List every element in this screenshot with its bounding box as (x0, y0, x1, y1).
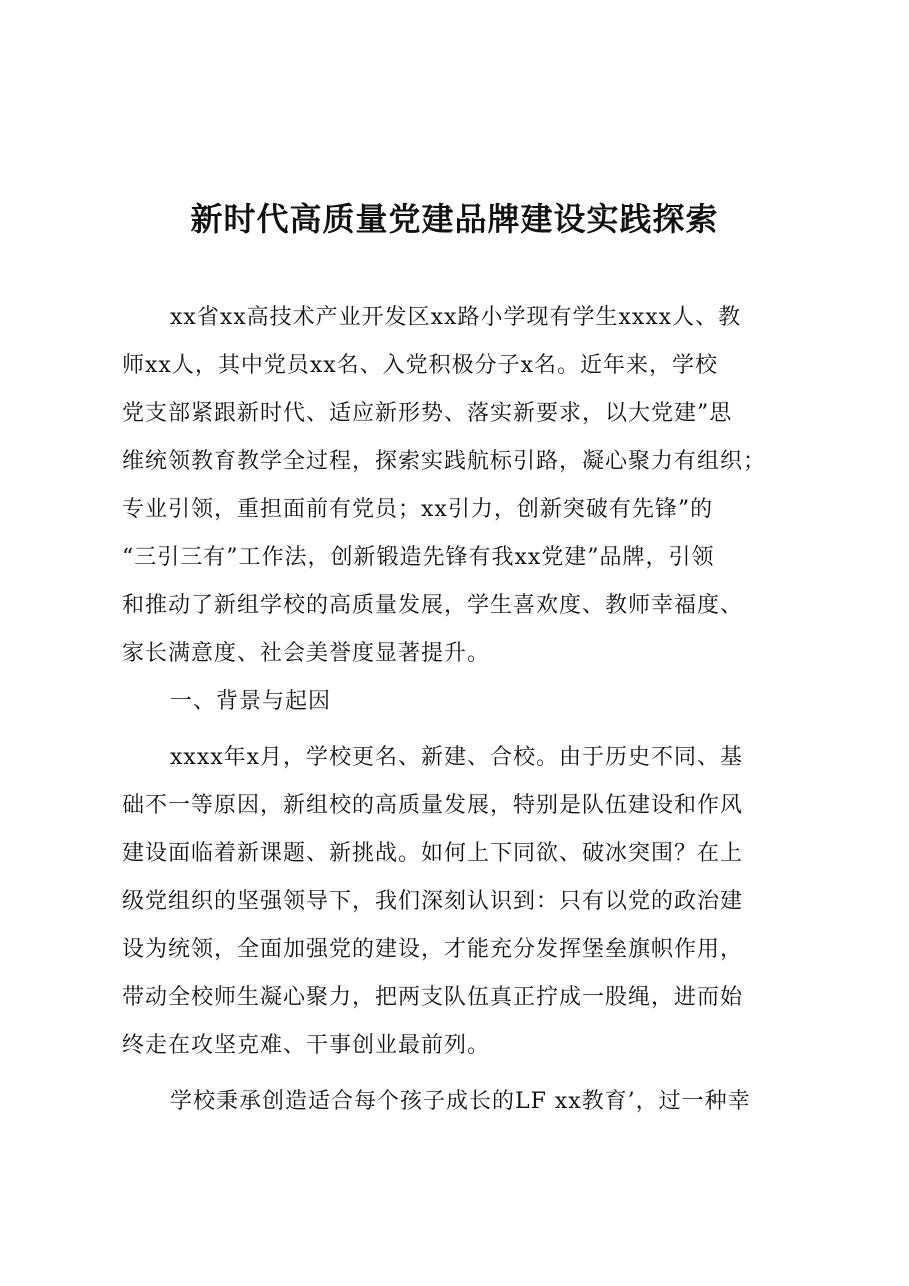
paragraph-line: 家长满意度、社会美誉度显著提升。 (122, 641, 491, 666)
document-body (122, 294, 802, 1126)
paragraph-line: 带动全校师生凝心聚力，把两支队伍真正拧成一股绳，进而始 (122, 985, 744, 1010)
paragraph-line: xxxx年x月，学校更名、新建、合校。由于历史不同、基 (170, 745, 744, 770)
paragraph-line: 终走在攻坚克难、干事创业最前列。 (122, 1033, 491, 1058)
paragraph-line: 师xx人，其中党员xx名、入党积极分子x名。近年来，学校 (122, 353, 719, 378)
paragraph-line: 建设面临着新课题、新挑战。如何上下同欲、破冰突围？在上 (122, 841, 744, 866)
paragraph-line: “三引三有”工作法，创新锻造先锋有我xx党建”品牌，引领 (122, 545, 715, 570)
paragraph-line: 设为统领，全面加强党的建设，才能充分发挥堡垒旗帜作用， (122, 937, 744, 962)
paragraph-line: 级党组织的坚强领导下，我们深刻认识到：只有以党的政治建 (122, 889, 744, 914)
paragraph-line: 和推动了新组学校的高质量发展，学生喜欢度、教师幸福度、 (122, 593, 744, 618)
paragraph-line: 维统领教育教学全过程，探索实践航标引路，凝心聚力有组织； (122, 449, 767, 474)
paragraph-line: 党支部紧跟新时代、适应新形势、落实新要求，以大党建”思 (122, 401, 733, 426)
document-title: 新时代高质量党建品牌建设实践探索 (190, 200, 719, 238)
section-heading: 一、背景与起因 (170, 689, 332, 714)
paragraph-line: 学校秉承创造适合每个孩子成长的LF xx教育’，过一种幸 (170, 1089, 751, 1114)
paragraph-line: 专业引领，重担面前有党员；xx引力，创新突破有先锋”的 (122, 497, 714, 522)
paragraph-line: xx省xx高技术产业开发区xx路小学现有学生xxxx人、教 (170, 305, 742, 330)
paragraph-line: 础不一等原因，新组校的高质量发展，特别是队伍建设和作风 (122, 793, 744, 818)
